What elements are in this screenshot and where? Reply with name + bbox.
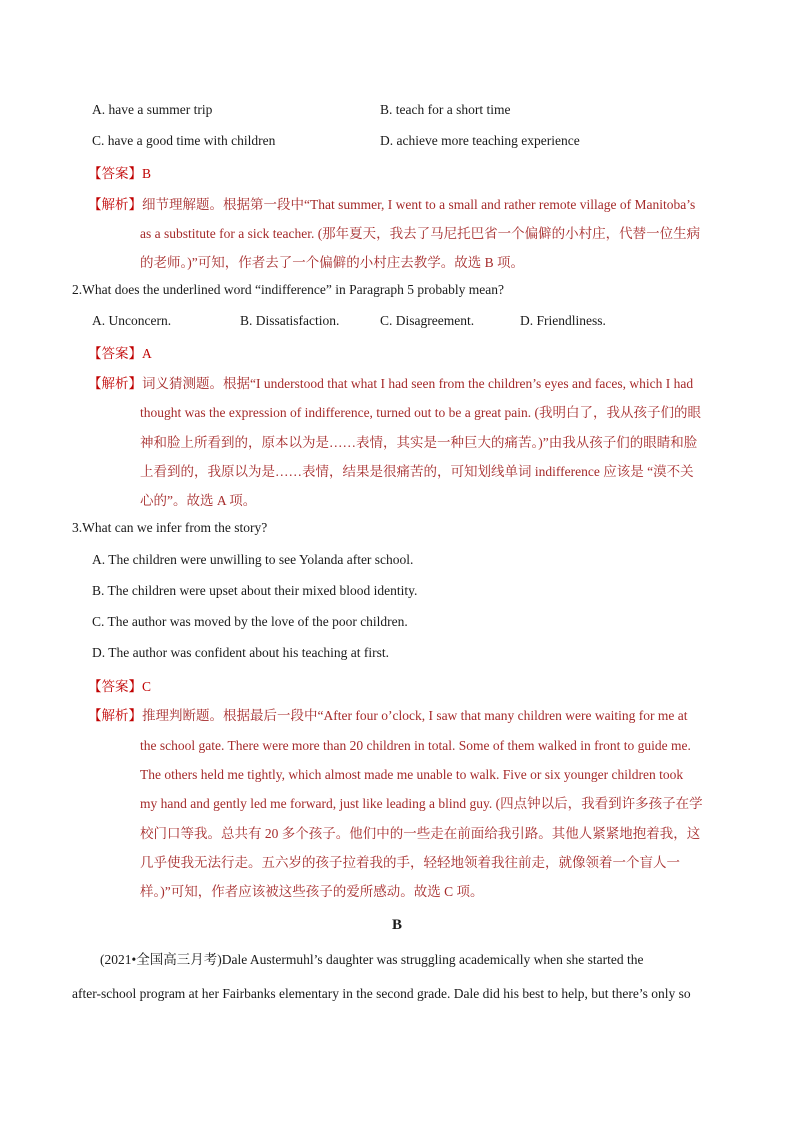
analysis-line: 几乎使我无法行走。五六岁的孩子拉着我的手，轻轻地领着我往前走，就像领着一个盲人一 (140, 855, 680, 870)
analysis-label: 【解析】 (88, 376, 142, 391)
section-title: B (391, 917, 402, 933)
q2-answer (88, 346, 152, 362)
q1-option-c: C. have a good time with children (92, 133, 276, 148)
q1-option-a: A. have a summer trip (92, 102, 213, 117)
q3-option-a: A. The children were unwilling to see Yolanda after school. (92, 552, 414, 567)
answer-label: 【答案】 (88, 346, 142, 361)
q2-option-c: C. Disagreement. (380, 313, 475, 328)
q3-option-d: D. The author was confident about his teaching at first. (92, 645, 390, 660)
analysis-label: 【解析】 (88, 708, 142, 723)
analysis-line: 细节理解题。根据第一段中“That summer, I went to a small and rather remote village of Manitoba’s (142, 197, 696, 212)
answer-value: C (142, 679, 152, 694)
q3-option-c: C. The author was moved by the love of the poor children. (92, 614, 408, 629)
analysis-line: the school gate. There were more than 20 children in total. Some of them walked in front to guide me. (140, 738, 691, 753)
analysis-line: 词义猜测题。根据“I understood that what I had seen from the children’s eyes and faces, which I had (142, 376, 694, 391)
analysis-line: 心的”。故选 A 项。 (140, 493, 257, 508)
q2-option-b: B. Dissatisfaction. (240, 313, 340, 328)
q2-option-d: D. Friendliness. (520, 313, 606, 328)
q2-analysis-first-line (88, 376, 693, 392)
analysis-line: 样。)”可知，作者应该被这些孩子的爱所感动。故选 C 项。 (140, 884, 484, 899)
q1-option-b: B. teach for a short time (380, 102, 511, 117)
analysis-line: 推理判断题。根据最后一段中“After four o’clock, I saw that many children were waiting for me at (142, 708, 688, 723)
passage-line: (2021•全国高三月考)Dale Austermuhl’s daughter was struggling academically when she started the (100, 952, 644, 967)
analysis-line: 的老师。)”可知，作者去了一个偏僻的小村庄去教学。故选 B 项。 (140, 255, 524, 270)
q2-option-a: A. Unconcern. (92, 313, 172, 328)
analysis-line: The others held me tightly, which almost made me unable to walk. Five or six younger children took (140, 767, 684, 782)
answer-value: A (142, 346, 152, 361)
analysis-line: 校门口等我。总共有 20 多个孩子。他们中的一些走在前面给我引路。其他人紧紧地抱着我，这 (140, 826, 701, 841)
analysis-line: my hand and gently led me forward, just like leading a blind guy. (四点钟以后，我看到许多孩子在学 (140, 796, 703, 811)
analysis-label: 【解析】 (88, 197, 142, 212)
q1-answer (88, 166, 151, 182)
analysis-line: thought was the expression of indifference, turned out to be a great pain. (我明白了，我从孩子们的眼 (140, 405, 702, 420)
q1-option-d: D. achieve more teaching experience (380, 133, 580, 148)
answer-label: 【答案】 (88, 166, 142, 181)
q1-analysis-first-line (88, 197, 695, 213)
q3-stem: 3.What can we infer from the story? (72, 520, 268, 535)
analysis-line: 神和脸上所看到的，原本以为是……表情，其实是一种巨大的痛苦。)”由我从孩子们的眼睛和脸 (140, 435, 698, 450)
q3-analysis-first-line (88, 708, 687, 724)
q3-answer (88, 679, 151, 695)
q3-option-b: B. The children were upset about their mixed blood identity. (92, 583, 418, 598)
passage-line: after-school program at her Fairbanks elementary in the second grade. Dale did his best to help, but there’s only so (72, 986, 691, 1001)
analysis-line: 上看到的，我原以为是……表情，结果是很痛苦的，可知划线单词 indifference 应该是 “漠不关 (140, 464, 694, 479)
answer-value: B (142, 166, 152, 181)
answer-label: 【答案】 (88, 679, 142, 694)
analysis-line: as a substitute for a sick teacher. (那年夏天，我去了马尼托巴省一个偏僻的小村庄，代替一位生病 (140, 226, 701, 241)
q2-stem: 2.What does the underlined word “indifference” in Paragraph 5 probably mean? (72, 282, 504, 297)
